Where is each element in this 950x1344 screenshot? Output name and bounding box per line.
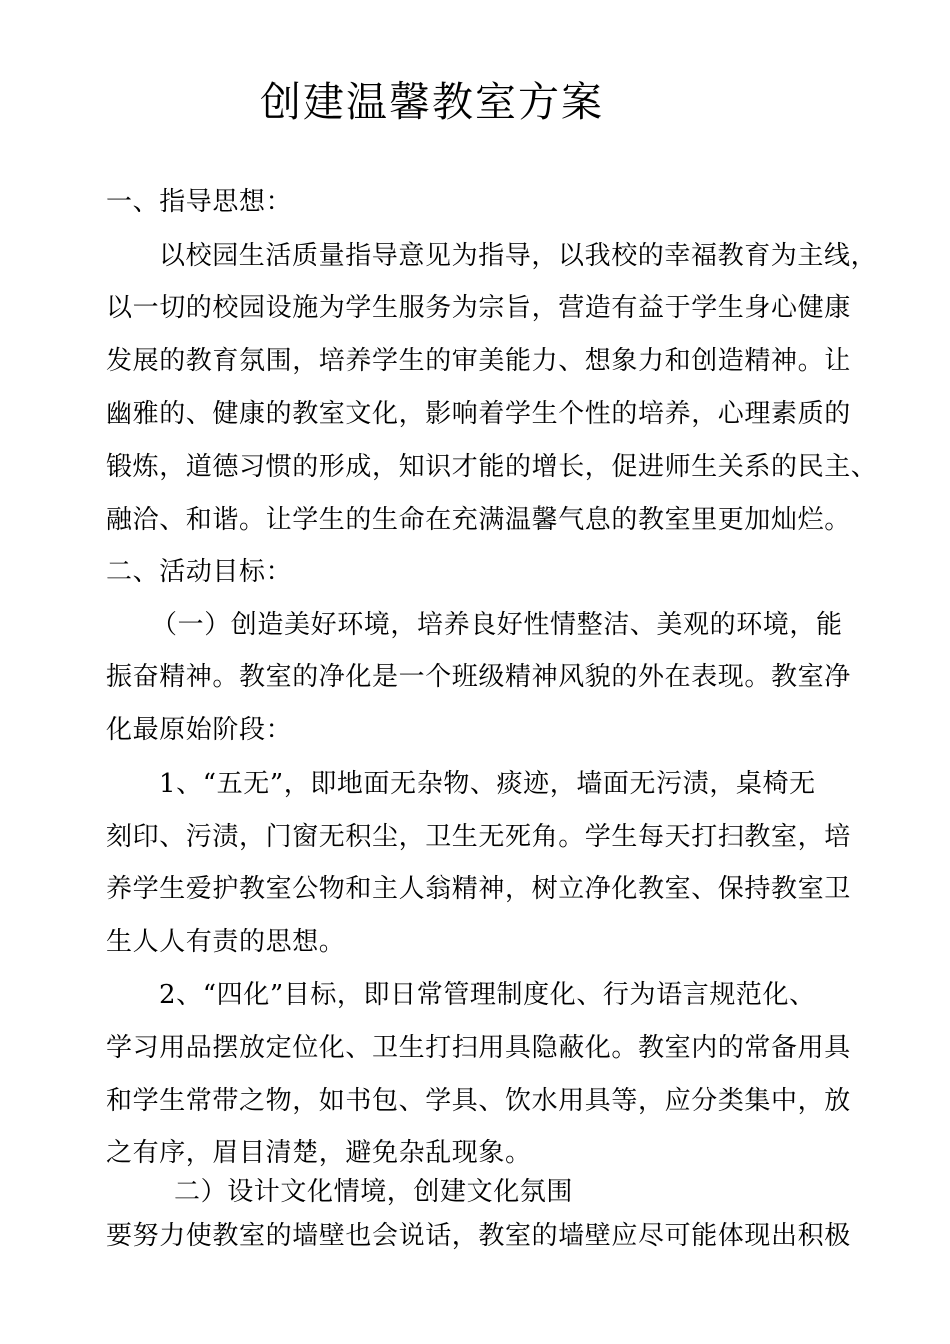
paragraph-line: 2、“四化”目标，即日常管理制度化、行为语言规范化、 bbox=[159, 980, 816, 1010]
paragraph-line: 锻炼，道德习惯的形成，知识才能的增长，促进师生关系的民主、 bbox=[106, 452, 878, 482]
paragraph-line: 1、“五无”，即地面无杂物、痰迹，墙面无污渍，桌椅无 bbox=[159, 769, 816, 799]
paragraph-line: 化最原始阶段： bbox=[106, 715, 293, 745]
paragraph-line: （一）创造美好环境，培养良好性情整洁、美观的环境，能 bbox=[151, 610, 843, 640]
paragraph-line: 刻印、污渍，门窗无积尘，卫生无死角。学生每天打扫教室，培 bbox=[106, 822, 851, 852]
heading-guiding-ideology: 一、指导思想： bbox=[106, 187, 293, 217]
paragraph-line: 和学生常带之物，如书包、学具、饮水用具等，应分类集中，放 bbox=[106, 1086, 851, 1116]
paragraph-line: 养学生爱护教室公物和主人翁精神，树立净化教室、保持教室卫 bbox=[106, 874, 851, 904]
paragraph-line: 之有序，眉目清楚，避免杂乱现象。 bbox=[106, 1138, 532, 1168]
document-title: 创建温馨教室方案 bbox=[260, 78, 604, 126]
paragraph-line: 以校园生活质量指导意见为指导，以我校的幸福教育为主线， bbox=[159, 241, 878, 271]
heading-activity-goals: 二、活动目标： bbox=[106, 557, 293, 587]
paragraph-line: 发展的教育氛围，培养学生的审美能力、想象力和创造精神。让 bbox=[106, 346, 851, 376]
paragraph-line: 学习用品摆放定位化、卫生打扫用具隐蔽化。教室内的常备用具 bbox=[106, 1033, 851, 1063]
paragraph-line: 要努力使教室的墙壁也会说话，教室的墙壁应尽可能体现出积极 bbox=[106, 1221, 851, 1251]
paragraph-line: 生人人有责的思想。 bbox=[106, 927, 346, 957]
subheading-culture: 二）设计文化情境，创建文化氛围 bbox=[174, 1177, 574, 1207]
paragraph-line: 融洽、和谐。让学生的生命在充满温馨气息的教室里更加灿烂。 bbox=[106, 505, 851, 535]
paragraph-line: 振奋精神。教室的净化是一个班级精神风貌的外在表现。教室净 bbox=[106, 662, 851, 692]
paragraph-line: 幽雅的、健康的教室文化，影响着学生个性的培养，心理素质的 bbox=[106, 399, 851, 429]
paragraph-line: 以一切的校园设施为学生服务为宗旨，营造有益于学生身心健康 bbox=[106, 293, 851, 323]
